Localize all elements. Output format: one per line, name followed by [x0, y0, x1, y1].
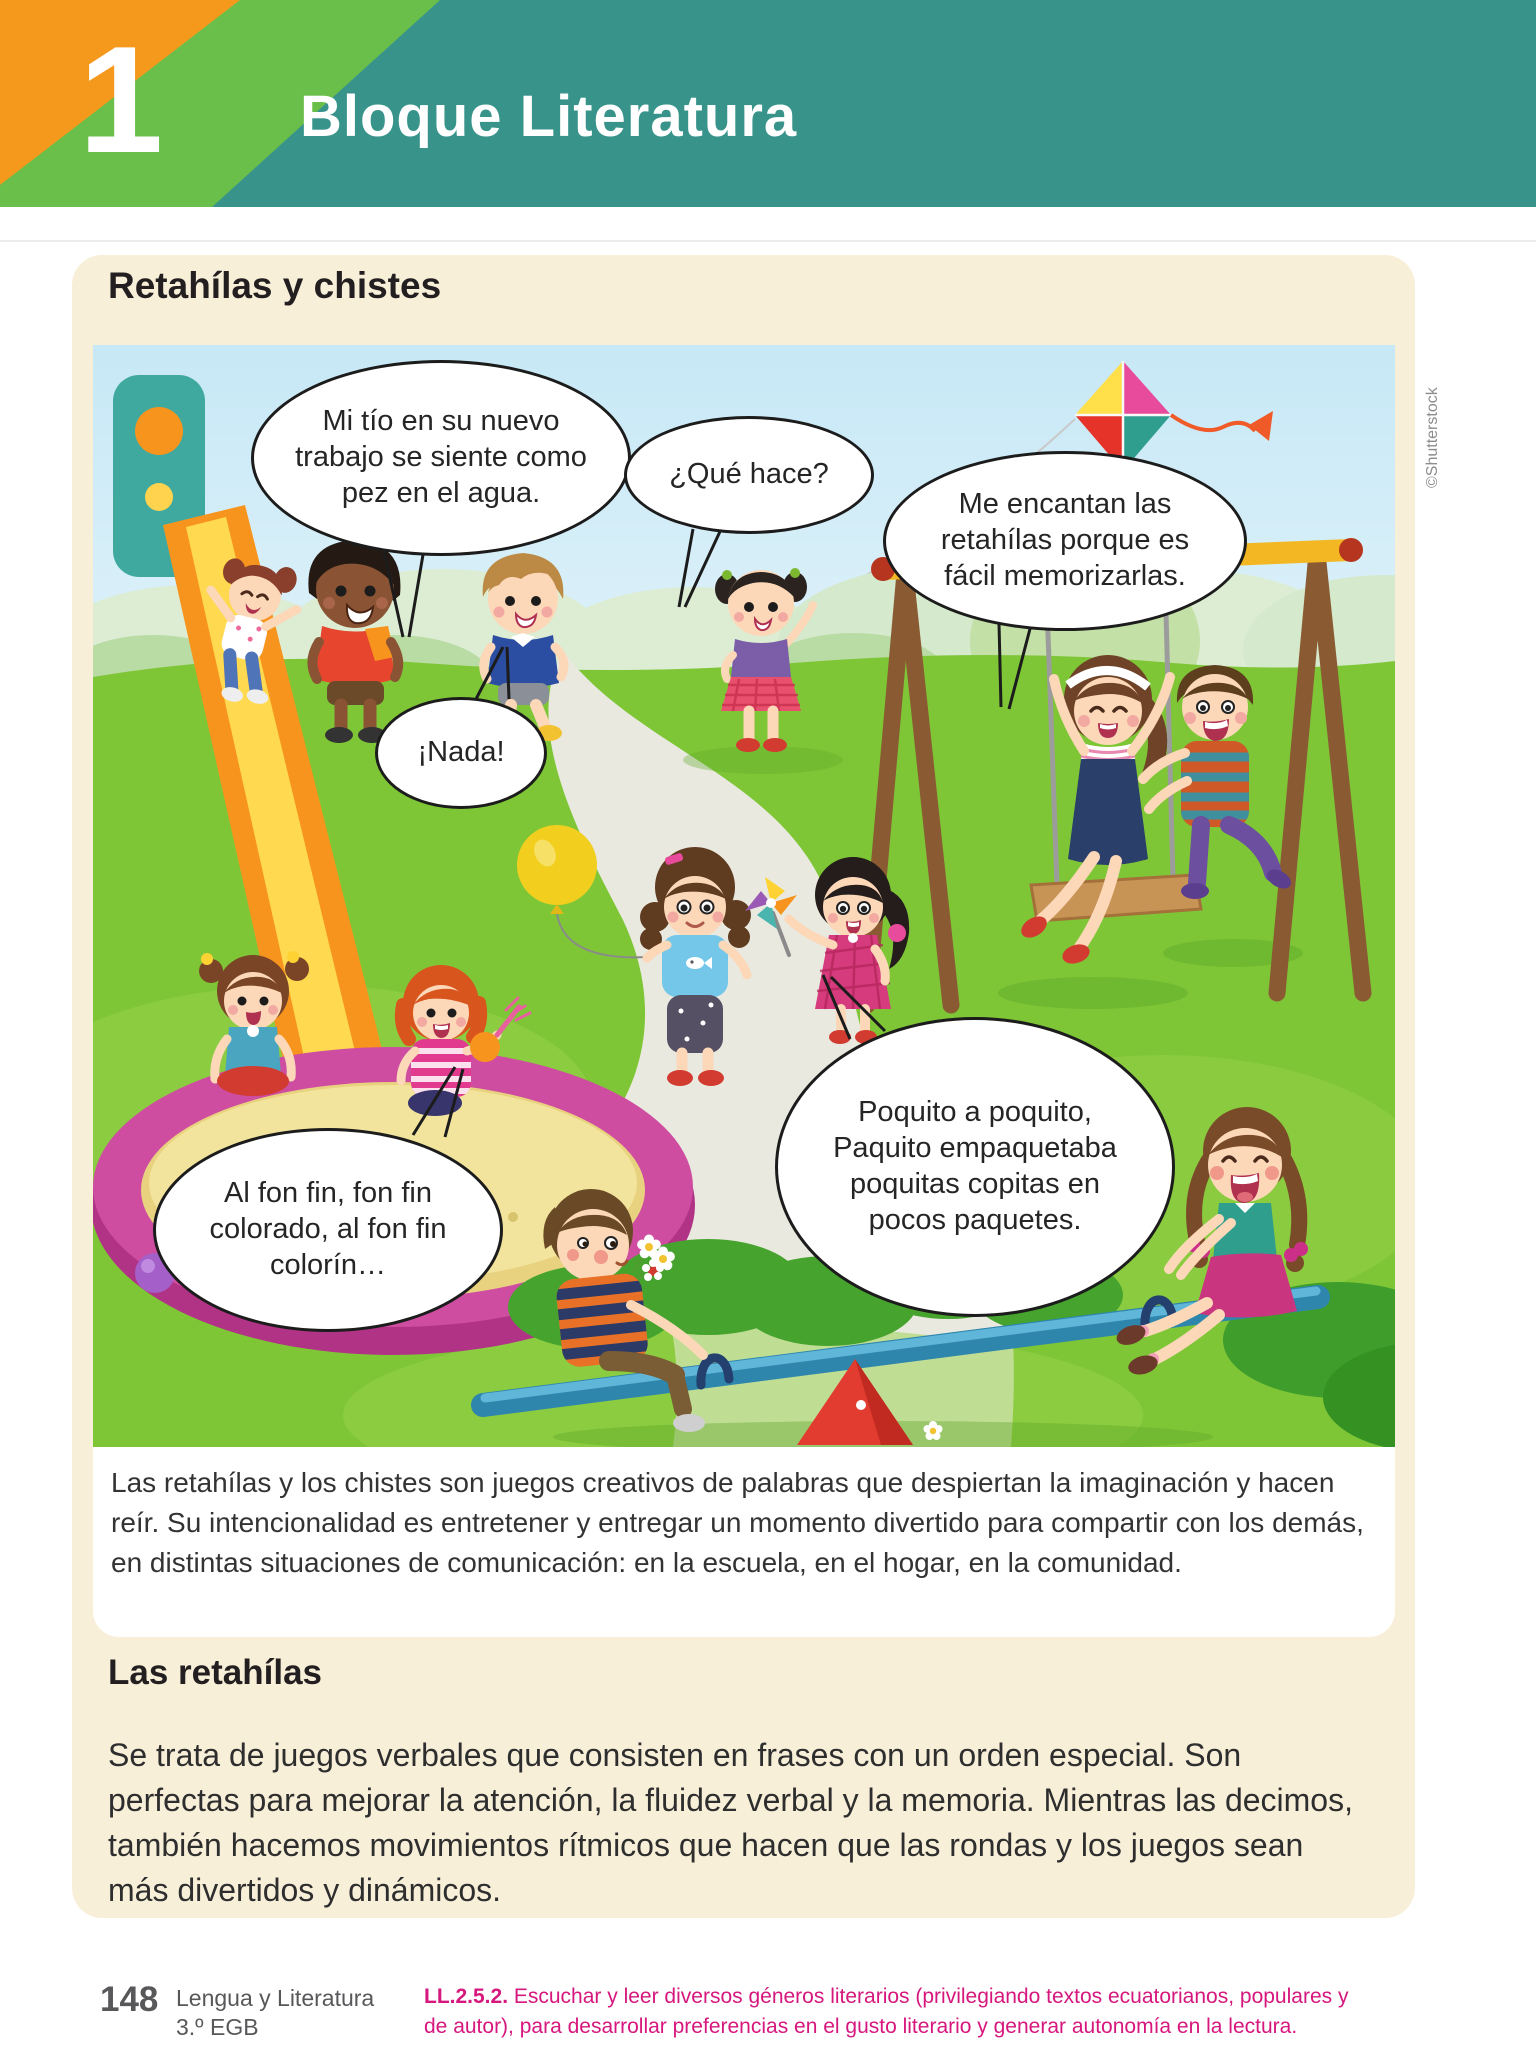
standard-code: LL.2.5.2. — [424, 1985, 509, 2008]
section-title: Retahílas y chistes — [108, 265, 442, 306]
content-panel — [72, 255, 1415, 1918]
imprint-grade: 3.º EGB — [176, 2014, 259, 2040]
unit-number: 1 — [78, 15, 164, 185]
speech-bubble-text: Al fon fin, fon fin colorado, al fon fin colorín… — [209, 1177, 447, 1281]
speech-bubble-text: Me encantan las retahílas porque es fácil memorizarlas. — [940, 488, 1190, 592]
header-banner — [0, 0, 1536, 207]
photo-credit: ©Shutterstock — [1424, 387, 1441, 488]
speech-bubble-mi-tio — [251, 360, 631, 556]
toy-ball-orange — [470, 1032, 500, 1062]
imprint-subject: Lengua y Literatura — [176, 1985, 375, 2011]
body-paragraph: Se trata de juegos verbales que consisten en frases con un orden especial. Son perfectas para mejorar la atención, la fluidez verbal y la memoria. Mientras las decimos, también hacemos movimientos rítmicos que hacen que las rondas y los juegos sean más divertidos y dinámicos. — [108, 1737, 1353, 1908]
subheading-las-retahilas: Las retahílas — [108, 1653, 322, 1692]
speech-bubble-text: ¿Qué hace? — [669, 458, 829, 491]
playground-illustration — [93, 345, 1395, 1447]
speech-bubble-retahilas — [883, 451, 1247, 631]
speech-bubble-text: Mi tío en su nuevo trabajo se siente como pez en el agua. — [295, 405, 587, 509]
curriculum-standard — [424, 1982, 1369, 2042]
speech-bubble-text: ¡Nada! — [417, 736, 505, 769]
page-number: 148 — [100, 1980, 159, 2019]
imprint — [176, 1984, 374, 2042]
speech-bubble-nada — [375, 697, 547, 809]
toy-ball-highlight — [141, 1259, 155, 1273]
intro-paragraph: Las retahílas y los chistes son juegos creativos de palabras que despiertan la imaginación y hacen reír. Su intencionalidad es entretener y entregar un momento divertido para compartir con los demás, en distintas situaciones de comunicación: en la escuela, en el hogar, en la comunidad. — [111, 1467, 1364, 1578]
speech-bubble-al-fon-fin — [153, 1128, 503, 1332]
speech-bubble-text: Poquito a poquito, Paquito empaquetaba poquitas copitas en pocos paquetes. — [833, 1096, 1117, 1236]
speech-bubble-poquito — [775, 1017, 1175, 1317]
intro-paragraph-box — [93, 1447, 1395, 1637]
standard-text: Escuchar y leer diversos géneros literarios (privilegiando textos ecuatorianos, populares y de autor), para desarrollar preferencias en el gusto literario y generar autonomía en la lectura. — [424, 1985, 1349, 2038]
header-divider — [0, 240, 1536, 242]
block-title: Bloque Literatura — [300, 84, 798, 149]
speech-bubble-que-hace — [624, 416, 874, 534]
